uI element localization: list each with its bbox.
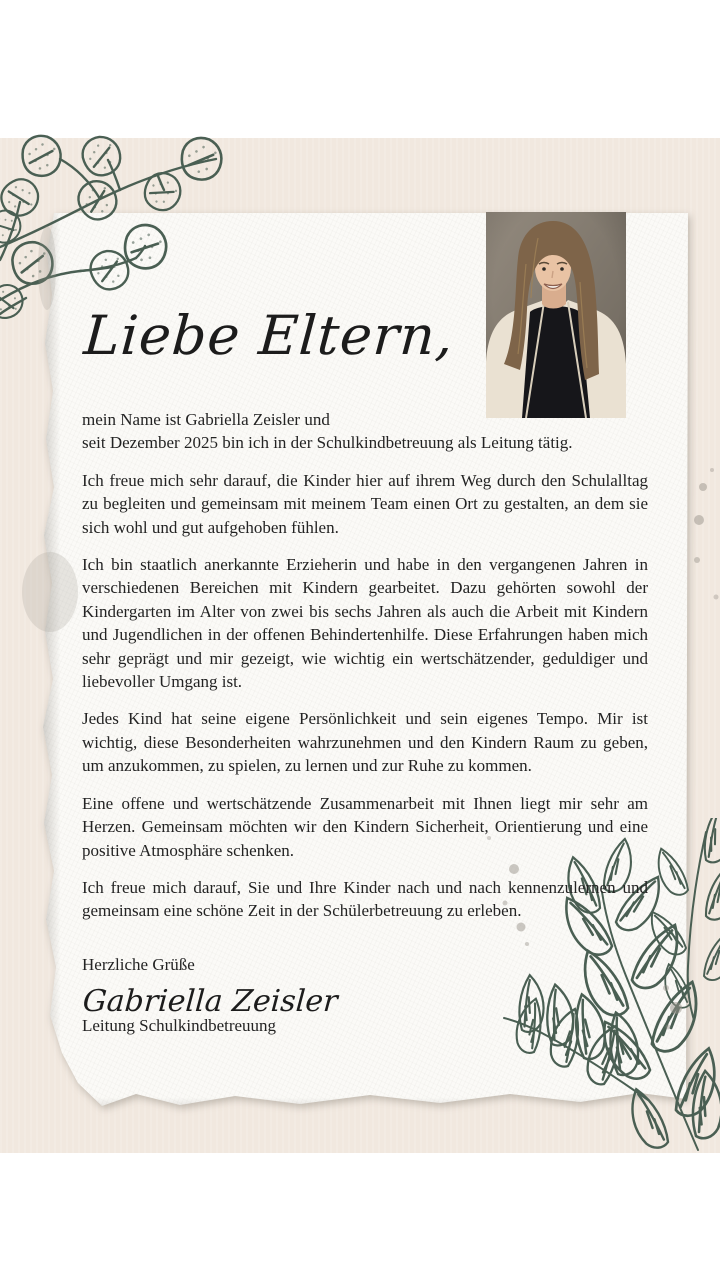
torn-edge-shadow-bottom [40, 1096, 688, 1110]
closing-line: Herzliche Grüße [82, 954, 195, 974]
body-paragraph-3: Jedes Kind hat seine eigene Persönlichkeit und sein eigenes Tempo. Mir ist wichtig, diese Besonderheiten wahrzunehmen und den Kindern Raum zu geben, um anzukommen, zu spielen, zu lernen und zur Ruhe zu kommen. [82, 709, 648, 776]
portrait-photo [486, 212, 626, 418]
body-paragraph-5: Ich freue mich darauf, Sie und Ihre Kinder nach und nach kennenzulernen und gemeinsam eine schöne Zeit in der Schülerbetreuung zu erleben. [82, 877, 648, 921]
body-paragraph-2: Ich bin staatlich anerkannte Erzieherin und habe in den vergangenen Jahren in verschiedenen Bereichen mit Kindern gearbeitet. Dazu gehörten sowohl der Kindergarten im Alter von zwei bis sechs Jahren als auch die Arbeit mit Kindern und Jugendlichen in der offenen Behindertenhilfe. Diese Erfahrungen haben mich sehr geprägt und mir gezeigt, wie wichtig ein wertschätzender, geduldiger und liebevoller Umgang ist. [82, 555, 648, 692]
letter-body [82, 408, 648, 1051]
intro-line-2: seit Dezember 2025 bin ich in der Schulkindbetreuung als Leitung tätig. [82, 433, 573, 453]
signature-role: Leitung Schulkindbetreuung [82, 1015, 277, 1035]
body-paragraph-1: Ich freue mich sehr darauf, die Kinder hier auf ihrem Weg durch den Schulalltag zu begleiten und gemeinsam mit meinem Team einen Ort zu gestalten, an dem sie sich wohl und gut aufgehoben fühlen. [82, 470, 648, 537]
torn-edge-shadow-left [40, 213, 64, 1110]
body-paragraph-4: Eine offene und wertschätzende Zusammenarbeit mit Ihnen liegt mir sehr am Herzen. Gemeinsam möchten wir den Kindern Sicherheit, Orientierung und eine positive Atmosphäre schenken. [82, 793, 648, 860]
intro-line-1: mein Name ist Gabriella Zeisler und [82, 410, 330, 429]
salutation-heading: Liebe Eltern, [81, 304, 457, 367]
signature-name: Gabriella Zeisler [81, 984, 339, 1020]
intro-paragraph [82, 408, 648, 455]
